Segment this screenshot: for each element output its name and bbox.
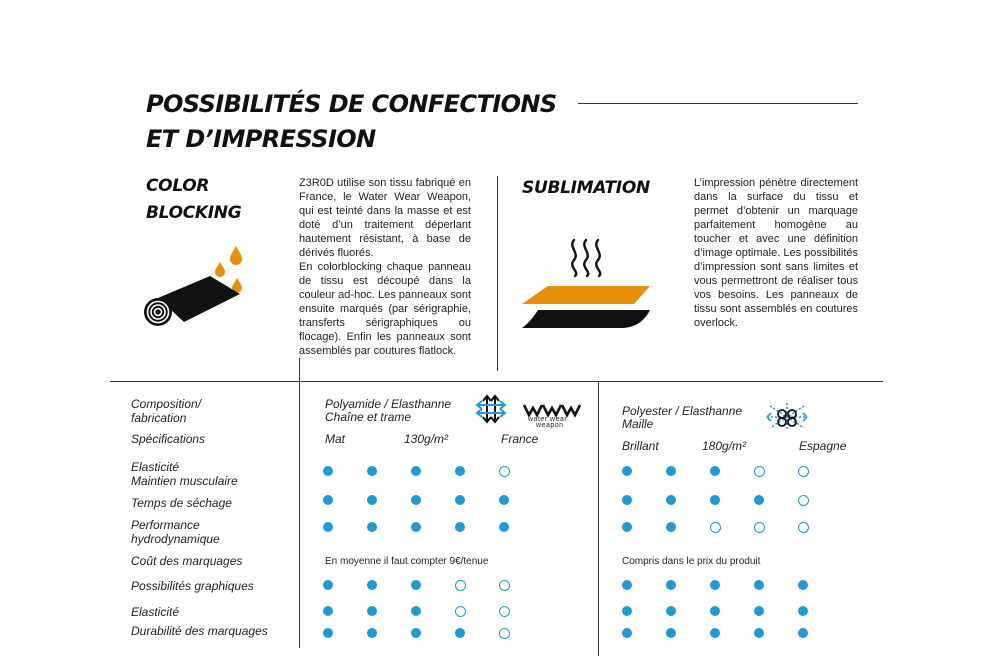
col1-composition-1: Polyamide / Elasthanne bbox=[325, 397, 452, 411]
rating-dot-filled bbox=[622, 580, 632, 590]
rating-dot-filled bbox=[710, 606, 720, 616]
page-title-line-1: POSSIBILITÉS DE CONFECTIONS bbox=[146, 90, 557, 118]
rating-dot-empty bbox=[710, 522, 721, 533]
rating-dot-filled bbox=[798, 628, 808, 638]
rating-dot-filled bbox=[367, 522, 377, 532]
fabric-roll-icon bbox=[140, 242, 250, 332]
page-title-line-2: ET D’IMPRESSION bbox=[146, 125, 376, 153]
rating-dot-filled bbox=[455, 495, 465, 505]
rating-dot-filled bbox=[367, 495, 377, 505]
rating-dot-filled bbox=[367, 606, 377, 616]
col1-finish: Mat bbox=[325, 432, 346, 446]
title-divider bbox=[578, 103, 858, 104]
rating-dot-empty bbox=[798, 522, 809, 533]
sublimation-press-icon bbox=[518, 238, 658, 333]
rating-dot-filled bbox=[499, 522, 509, 532]
rating-dot-filled bbox=[710, 580, 720, 590]
rating-dot-empty bbox=[455, 606, 466, 617]
rating-dot-empty bbox=[754, 522, 765, 533]
rating-dot-filled bbox=[323, 495, 333, 505]
rating-dot-filled bbox=[499, 495, 509, 505]
rating-dot-filled bbox=[622, 522, 632, 532]
col2-composition-2: Maille bbox=[622, 417, 654, 431]
table-top-rule bbox=[110, 381, 883, 382]
label-elasticite-b: Elasticité bbox=[131, 605, 180, 619]
col2-composition-1: Polyester / Elasthanne bbox=[622, 404, 743, 418]
rating-dot-filled bbox=[666, 522, 676, 532]
rating-dot-empty bbox=[499, 628, 510, 639]
rating-dot-filled bbox=[411, 580, 421, 590]
rating-dot-empty bbox=[499, 606, 510, 617]
col1-composition-2: Chaîne et trame bbox=[325, 410, 412, 424]
color-blocking-paragraph-1: Z3R0D utilise son tissu fabriqué en France, le Water Wear Weapon, qui est teinté dans la masse et est doté d’un traitement déperlant hautement résistant, à base de dérivés fluorés. bbox=[299, 177, 471, 259]
rating-dot-filled bbox=[367, 580, 377, 590]
table-column-divider-2 bbox=[598, 381, 599, 656]
color-blocking-title-line-1: COLOR bbox=[146, 176, 210, 196]
sublimation-paragraph: L’impression pénètre directement dans la surface du tissu et permet d’obtenir un marquage parfaitement homogène au toucher et avec une définition d’image optimale. Les possibilités d’impression sont sans limites et vous permettront de réaliser tous vos besoins. Les panneaux de tissu sont assemblés en coutures overlock. bbox=[694, 177, 858, 329]
label-specifications: Spécifications bbox=[131, 432, 206, 446]
rating-dot-filled bbox=[411, 466, 421, 476]
label-elasticite: Elasticité Maintien musculaire bbox=[131, 460, 238, 488]
label-cout: Coût des marquages bbox=[131, 554, 243, 568]
rating-dot-empty bbox=[798, 495, 809, 506]
col2-origin: Espagne bbox=[799, 439, 847, 453]
rating-dot-filled bbox=[798, 606, 808, 616]
rating-dot-filled bbox=[367, 466, 377, 476]
rating-dot-empty bbox=[455, 580, 466, 591]
rating-dot-filled bbox=[754, 495, 764, 505]
label-sechage: Temps de séchage bbox=[131, 496, 232, 510]
rating-dot-filled bbox=[798, 580, 808, 590]
rating-dot-empty bbox=[754, 466, 765, 477]
col2-cost-note: Compris dans le prix du produit bbox=[622, 556, 761, 567]
label-durabilite: Durabilité des marquages bbox=[131, 624, 268, 638]
rating-dot-filled bbox=[455, 628, 465, 638]
rating-dot-filled bbox=[323, 466, 333, 476]
rating-dot-filled bbox=[323, 580, 333, 590]
stretch-arrows-icon bbox=[476, 394, 506, 424]
rating-dot-filled bbox=[455, 522, 465, 532]
rating-dot-filled bbox=[710, 628, 720, 638]
rating-dot-filled bbox=[622, 606, 632, 616]
rating-dot-filled bbox=[323, 522, 333, 532]
sublimation-title: SUBLIMATION bbox=[522, 178, 650, 198]
color-blocking-title-line-2: BLOCKING bbox=[146, 203, 242, 223]
col2-finish: Brillant bbox=[622, 439, 659, 453]
rating-dot-filled bbox=[754, 606, 764, 616]
rating-dot-filled bbox=[411, 522, 421, 532]
rating-dot-filled bbox=[710, 466, 720, 476]
rating-dot-empty bbox=[798, 466, 809, 477]
rating-dot-filled bbox=[666, 606, 676, 616]
sublimation-description bbox=[694, 176, 858, 330]
label-composition: Composition/ fabrication bbox=[131, 397, 202, 425]
rating-dot-filled bbox=[710, 495, 720, 505]
col1-weight: 130g/m² bbox=[404, 432, 449, 446]
rating-dot-filled bbox=[622, 495, 632, 505]
col1-origin: France bbox=[501, 432, 539, 446]
rating-dot-filled bbox=[323, 606, 333, 616]
logo-text-1: water wear bbox=[528, 416, 568, 423]
mesh-stretch-icon bbox=[766, 402, 808, 432]
rating-dot-filled bbox=[666, 495, 676, 505]
rating-dot-filled bbox=[323, 628, 333, 638]
rating-dot-filled bbox=[622, 466, 632, 476]
rating-dot-filled bbox=[666, 628, 676, 638]
table-column-divider-1 bbox=[299, 358, 300, 648]
logo-text-2: weapon bbox=[536, 422, 564, 429]
col1-cost-note: En moyenne il faut compter 9€/tenue bbox=[325, 556, 489, 567]
rating-dot-filled bbox=[367, 628, 377, 638]
col2-weight: 180g/m² bbox=[702, 439, 747, 453]
rating-dot-filled bbox=[622, 628, 632, 638]
color-blocking-description bbox=[299, 176, 471, 358]
label-possibilites: Possibilités graphiques bbox=[131, 579, 254, 593]
color-blocking-paragraph-2: En colorblocking chaque panneau de tissu est découpé dans la couleur ad-hoc. Les panneaux sont ensuite marqués (par sérigraphie, transferts sérigraphiques ou flocage). Enfin les panneaux sont assemblés par coutures flatlock. bbox=[299, 261, 471, 357]
rating-dot-filled bbox=[754, 580, 764, 590]
label-performance: Performance hydrodynamique bbox=[131, 518, 220, 546]
rating-dot-filled bbox=[754, 628, 764, 638]
rating-dot-empty bbox=[499, 466, 510, 477]
rating-dot-filled bbox=[411, 606, 421, 616]
section-divider bbox=[497, 176, 498, 371]
rating-dot-filled bbox=[411, 628, 421, 638]
rating-dot-filled bbox=[411, 495, 421, 505]
rating-dot-filled bbox=[666, 580, 676, 590]
rating-dot-empty bbox=[499, 580, 510, 591]
rating-dot-filled bbox=[455, 466, 465, 476]
rating-dot-filled bbox=[666, 466, 676, 476]
